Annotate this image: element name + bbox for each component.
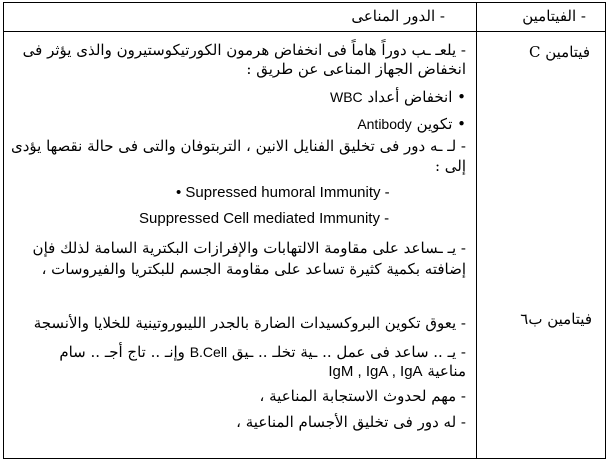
- vitb6-line-2-ar-a: - يـ .. ساعد فى عمل .. ـية تخلـ .. ـيق: [231, 343, 466, 361]
- vitc-line-3-en: WBC: [330, 89, 363, 105]
- vitamin-b6-name: فيتامين ب٦: [520, 310, 592, 328]
- vitc-line-3: [330, 88, 466, 106]
- vitc-line-3-ar: • انخفاض أعداد: [367, 88, 466, 106]
- vitc-line-9: - يـ ـساعد على مقاومة الالتهابات والإفرازات البكترية السامة لذلك فإن: [32, 239, 466, 257]
- column-divider: [476, 3, 477, 458]
- header-immune-role: - الدور المناعى: [351, 7, 445, 25]
- vitc-line-10: إضافته بكمية كثيرة تساعد على مقاومة الجسم للبكتريا والفيروسات ،: [41, 260, 466, 278]
- vitb6-line-2-en: B.Cell: [189, 344, 228, 360]
- vitc-line-4: [357, 115, 466, 133]
- vitamin-immune-table: [3, 2, 606, 459]
- vitb6-line-3: [328, 362, 466, 381]
- vitb6-line-2-ar-b: وإنـ .. تاج أجـ .. سام: [59, 343, 185, 361]
- vitc-line-4-en: Antibody: [357, 116, 412, 132]
- vitb6-line-5: - له دور فى تخليق الأجسام المناعية ،: [236, 413, 466, 431]
- vitc-line-4-ar: • تكوين: [416, 115, 466, 133]
- vitc-line-5: - لـ ـه دور فى تخليق الفنايل الانين ، التربتوفان والتى فى حالة نقصها يؤدى: [10, 137, 466, 155]
- vitb6-line-4: - مهم لحدوث الاستجابة المناعية ،: [259, 387, 466, 405]
- vitc-line-1: - يلعـ ـب دوراً هاماً فى انخفاض هرمون الكورتيكوستيرون والذى يؤثر فى: [22, 41, 466, 59]
- vitc-line-7: • Supressed humoral Immunity -: [176, 184, 390, 201]
- vitc-line-6: إلى :: [434, 157, 466, 175]
- header-vitamin: - الفيتامين: [522, 7, 586, 25]
- header-divider: [4, 31, 605, 32]
- vitb6-line-2: [59, 343, 466, 361]
- vitb6-line-3-ar: مناعية: [427, 362, 466, 380]
- vitc-line-8: Suppressed Cell mediated Immunity -: [139, 210, 390, 227]
- vitb6-line-3-en: IgM , IgA , IgA: [328, 363, 423, 380]
- vitamin-c-name: فيتامين C: [528, 43, 590, 61]
- vitc-line-2: انخفاض الجهاز المناعى عن طريق :: [246, 60, 466, 78]
- vitb6-line-1: - يعوق تكوين البروكسيدات الضارة بالجدر الليبوروتينية للخلايا والأنسجة: [33, 314, 466, 332]
